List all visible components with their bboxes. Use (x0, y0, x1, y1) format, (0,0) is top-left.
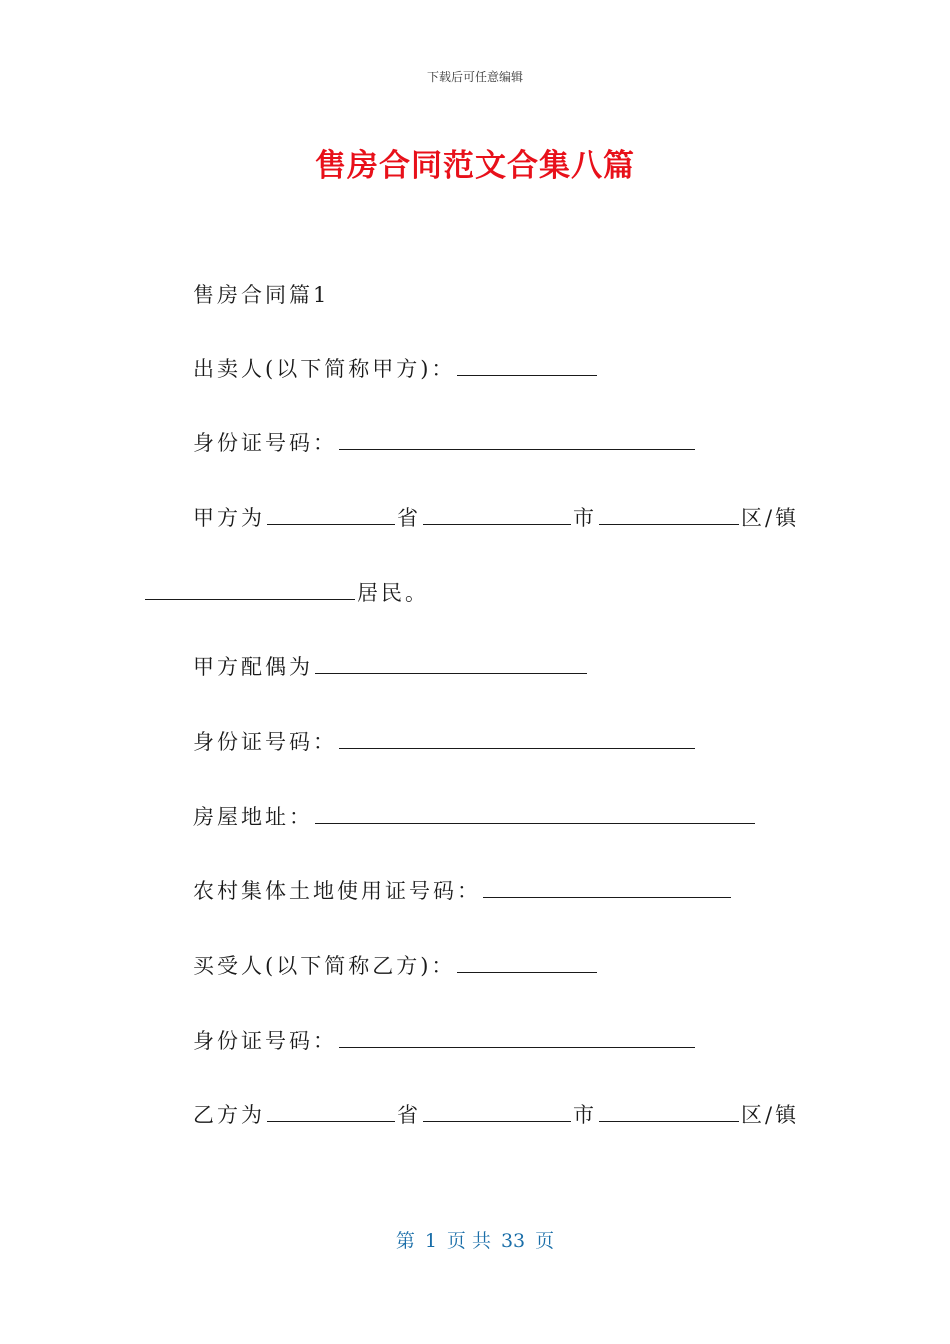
seller-line (193, 354, 599, 384)
house-address-line (193, 802, 757, 832)
buyer-id-blank[interactable] (339, 1027, 695, 1048)
footer-page-number: 1 (424, 1230, 437, 1252)
buyer-city-label: 市 (573, 1103, 597, 1127)
spouse-id-line (193, 727, 697, 757)
land-cert-label: 农村集体土地使用证号码： (193, 879, 481, 903)
section-heading (193, 280, 329, 310)
seller-residence-suffix: 居民。 (357, 581, 429, 605)
footer-middle: 页 共 (446, 1230, 491, 1252)
seller-province-label: 省 (397, 506, 421, 530)
seller-name-blank[interactable] (457, 355, 597, 376)
land-cert-line (193, 876, 733, 906)
seller-residence-line (193, 503, 799, 533)
buyer-province-blank[interactable] (267, 1101, 395, 1122)
seller-city-blank[interactable] (423, 504, 571, 525)
buyer-id-label: 身份证号码： (193, 1029, 337, 1053)
house-address-blank[interactable] (315, 803, 755, 824)
seller-district-blank[interactable] (599, 504, 739, 525)
footer-prefix: 第 (395, 1230, 415, 1252)
land-cert-blank[interactable] (483, 877, 731, 898)
buyer-name-blank[interactable] (457, 952, 597, 973)
buyer-residence-prefix: 乙方为 (193, 1103, 265, 1127)
seller-spouse-label: 甲方配偶为 (193, 655, 313, 679)
seller-city-label: 市 (573, 506, 597, 530)
buyer-province-label: 省 (397, 1103, 421, 1127)
document-title: 售房合同范文合集八篇 (315, 148, 635, 184)
seller-label: 出卖人(以下简称甲方)： (193, 357, 456, 381)
buyer-residence-line (193, 1100, 799, 1130)
seller-id-line (193, 428, 697, 458)
seller-spouse-blank[interactable] (315, 653, 587, 674)
seller-id-blank[interactable] (339, 429, 695, 450)
buyer-label: 买受人(以下简称乙方)： (193, 954, 456, 978)
buyer-id-line (193, 1026, 697, 1056)
header-note: 下载后可任意编辑 (426, 70, 523, 84)
seller-province-blank[interactable] (267, 504, 395, 525)
buyer-line (193, 951, 599, 981)
seller-residence-prefix: 甲方为 (193, 506, 265, 530)
seller-id-label: 身份证号码： (193, 431, 337, 455)
seller-residence-cont-line (145, 578, 429, 608)
seller-spouse-line (193, 652, 589, 682)
house-address-label: 房屋地址： (193, 805, 313, 829)
seller-village-blank[interactable] (145, 579, 355, 600)
seller-district-label: 区/镇 (741, 506, 800, 530)
buyer-city-blank[interactable] (423, 1101, 571, 1122)
footer-suffix: 页 (535, 1230, 555, 1252)
spouse-id-blank[interactable] (339, 728, 695, 749)
buyer-district-blank[interactable] (599, 1101, 739, 1122)
page-footer (0, 1226, 950, 1253)
footer-total-pages: 33 (500, 1230, 526, 1252)
section-heading-text: 售房合同篇1 (193, 283, 330, 307)
spouse-id-label: 身份证号码： (193, 730, 337, 754)
buyer-district-label: 区/镇 (741, 1103, 800, 1127)
